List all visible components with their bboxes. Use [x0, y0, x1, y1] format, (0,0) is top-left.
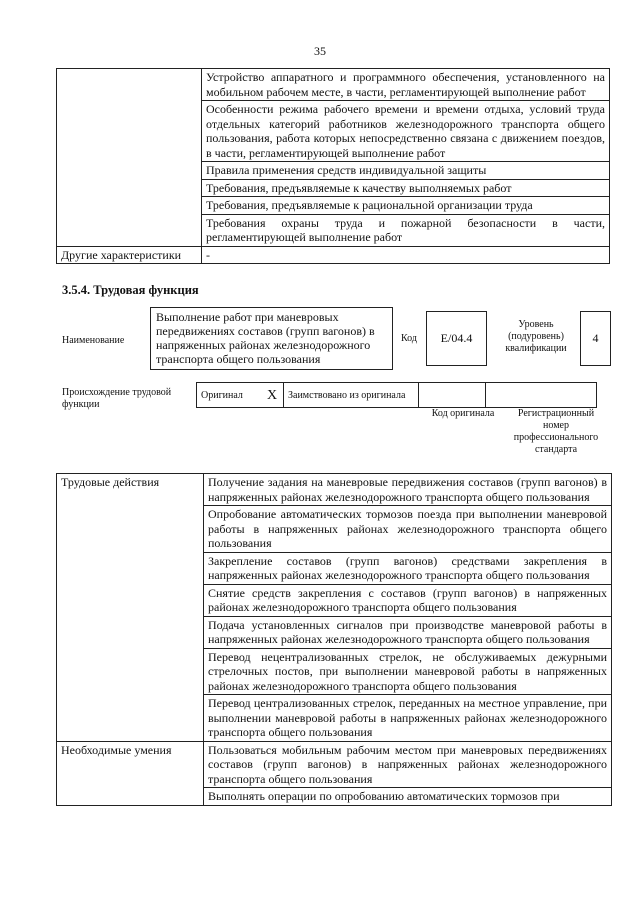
code-original-cell — [419, 383, 486, 408]
origin-label: Происхождение трудовой функции — [62, 387, 172, 410]
level-label: Уровень (подуровень) квалификации — [505, 319, 567, 354]
page-number: 35 — [314, 44, 326, 58]
action-item: Снятие средств закрепления с составов (групп вагонов) в напряженных районах железнодорожного транспорта общего пользования — [204, 584, 612, 616]
other-characteristics-value: - — [202, 246, 610, 264]
original-mark: X — [261, 383, 284, 408]
code-value-box: E/04.4 — [426, 311, 487, 366]
action-item: Получение задания на маневровые передвижения составов (групп вагонов) в напряженных районах железнодорожного транспорта общего пользования — [204, 474, 612, 506]
knowledge-item: Требования, предъявляемые к рациональной организации труда — [202, 197, 610, 215]
skills-label: Необходимые умения — [57, 741, 204, 805]
skill-item: Выполнять операции по опробованию автоматических тормозов при — [204, 788, 612, 806]
code-label: Код — [401, 333, 417, 344]
skill-item: Пользоваться мобильным рабочим местом при маневровых передвижениях составов (групп вагонов) в напряженных районах железнодорожного транспорта общего пользования — [204, 741, 612, 788]
original-label: Оригинал — [197, 383, 262, 408]
name-label: Наименование — [62, 335, 125, 346]
level-value-box: 4 — [580, 311, 611, 366]
registration-number-label: Регистрационный номер профессионального стандарта — [513, 408, 599, 455]
labor-functions-table — [56, 473, 612, 806]
action-item: Перевод нецентрализованных стрелок, не обслуживаемых дежурными стрелочных постов, при выполнении маневровой работы в напряженных районах железнодорожного транспорта общего пользования — [204, 648, 612, 695]
knowledge-item: Требования охраны труда и пожарной безопасности в части, регламентирующей выполнение работ — [202, 214, 610, 246]
action-item: Подача установленных сигналов при производстве маневровой работы в напряженных районах железнодорожного транспорта общего пользования — [204, 616, 612, 648]
knowledge-item: Требования, предъявляемые к качеству выполняемых работ — [202, 179, 610, 197]
other-characteristics-label: Другие характеристики — [57, 246, 202, 264]
borrowed-label: Заимствовано из оригинала — [284, 383, 419, 408]
top-knowledge-table — [56, 68, 610, 264]
knowledge-item: Правила применения средств индивидуальной защиты — [202, 162, 610, 180]
code-original-label: Код оригинала — [431, 408, 495, 419]
function-name-box: Выполнение работ при маневровых передвижениях составов (групп вагонов) в напряженных районах железнодорожного транспорта общего пользования — [150, 307, 393, 370]
actions-label: Трудовые действия — [57, 474, 204, 742]
origin-table — [196, 382, 597, 408]
action-item: Опробование автоматических тормозов поезда при выполнении маневровой работы в напряженных районах железнодорожного транспорта общего пользования — [204, 506, 612, 553]
knowledge-item: Особенности режима рабочего времени и времени отдыха, условий труда отдельных категорий работников железнодорожного транспорта общего пользования, работа которых непосредственно связана с движением поездов, в части, регламентирующей выполнение работ — [202, 101, 610, 162]
registration-number-cell — [486, 383, 597, 408]
knowledge-label-cell — [57, 69, 202, 247]
action-item: Перевод централизованных стрелок, переданных на местное управление, при выполнении маневровой работы в напряженных районах железнодорожного транспорта общего пользования — [204, 695, 612, 742]
section-title: 3.5.4. Трудовая функция — [62, 283, 199, 297]
knowledge-item: Устройство аппаратного и программного обеспечения, установленного на мобильном рабочем месте, в части, регламентирующей выполнение работ — [202, 69, 610, 101]
action-item: Закрепление составов (групп вагонов) средствами закрепления в напряженных районах железнодорожного транспорта общего пользования — [204, 552, 612, 584]
